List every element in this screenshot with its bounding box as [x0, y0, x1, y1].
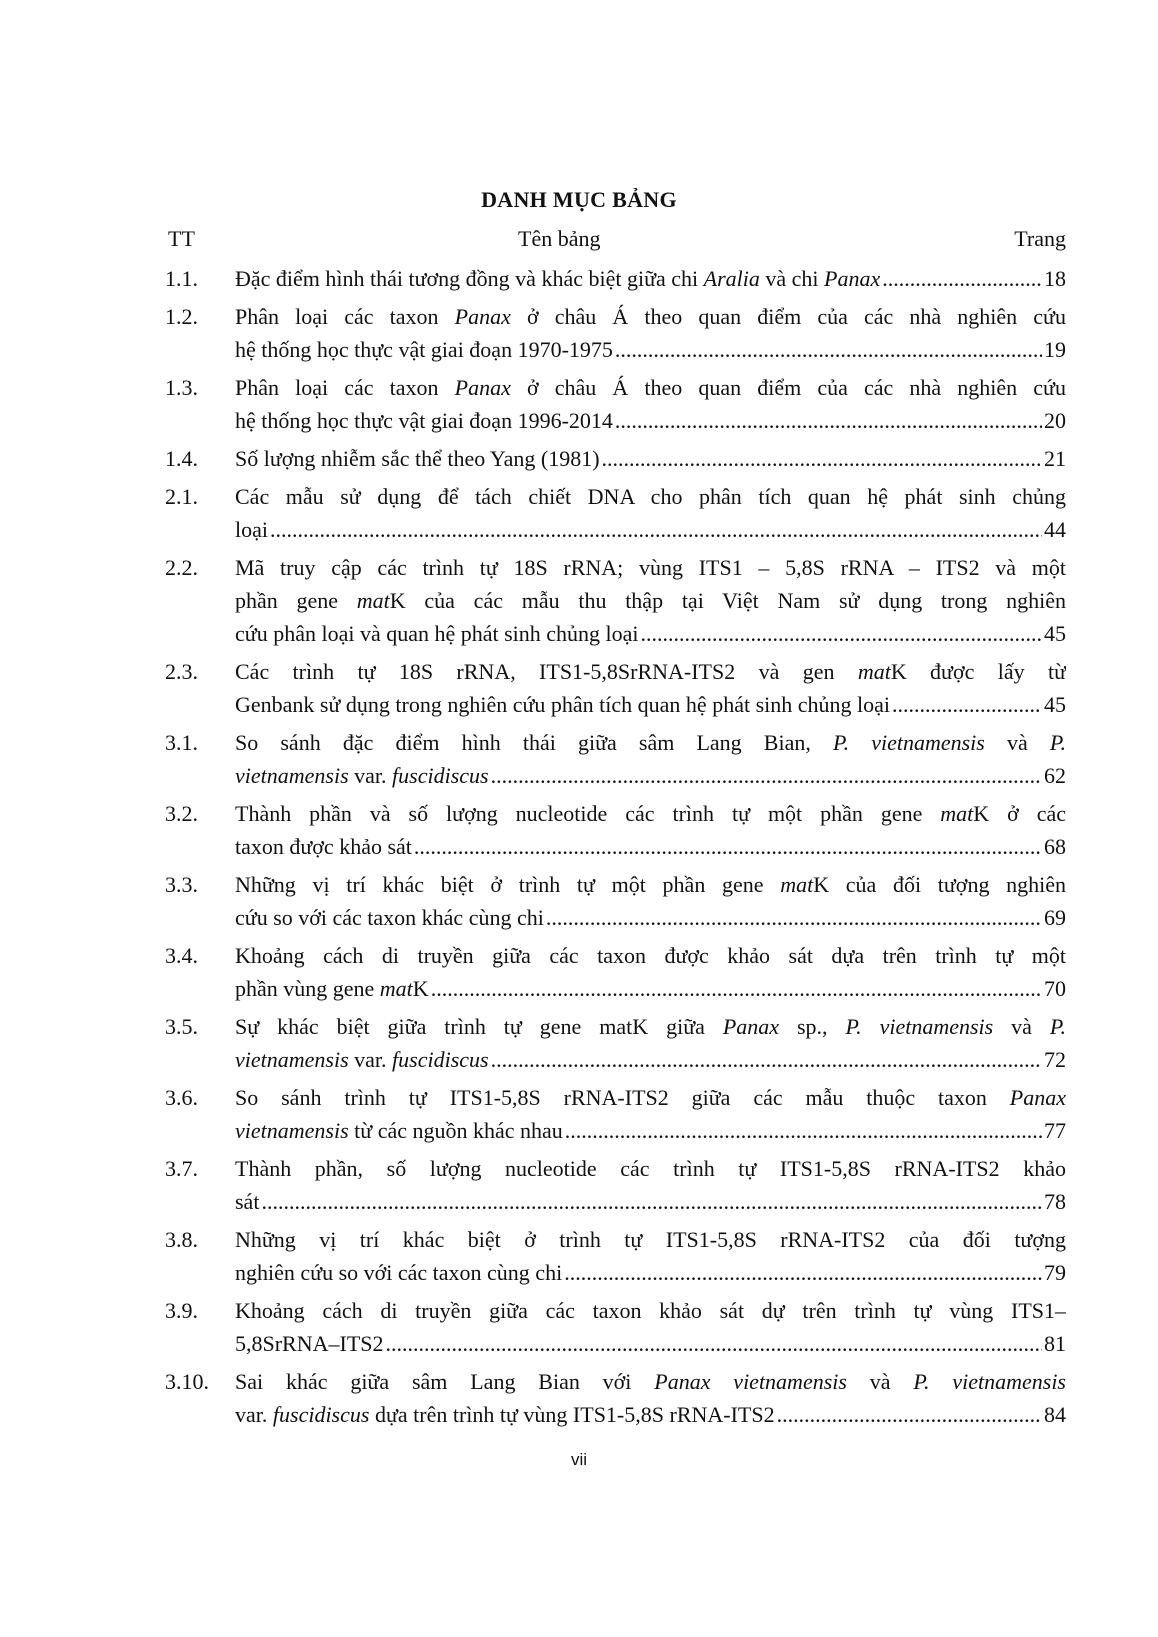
entry-italic-text: Panax [824, 266, 881, 291]
entry-text: var. [235, 1402, 273, 1427]
entry-number: 3.6. [165, 1085, 198, 1110]
entry-line [235, 1152, 1066, 1185]
entry-page-number: 77 [1044, 1118, 1066, 1143]
entry-italic-text: mat [379, 976, 413, 1001]
list-item [0, 1152, 1158, 1218]
dot-leader [615, 333, 1042, 366]
list-item [0, 1365, 1158, 1431]
list-item [0, 726, 1158, 792]
list-item [0, 1081, 1158, 1147]
entry-text: Thành phần, số lượng nucleotide các trình tự ITS1-5,8S rRNA-ITS2 khảo [235, 1156, 1066, 1181]
entry-page-number: 72 [1044, 1047, 1066, 1072]
entry-text: Thành phần và số lượng nucleotide các trình tự một phần gene [235, 801, 941, 826]
entry-line [235, 1256, 1066, 1289]
entry-line [235, 939, 1066, 972]
dot-leader [261, 1185, 1042, 1218]
entry-text: K ở các [973, 801, 1066, 826]
entry-text: So sánh đặc điểm hình thái giữa sâm Lang Bian, [235, 730, 833, 755]
entry-line [235, 972, 1066, 1005]
entry-text: K của các mẫu thu thập tại Việt Nam sử dụng trong nghiên [389, 588, 1066, 613]
list-item [0, 939, 1158, 1005]
entry-text: và [846, 1369, 914, 1394]
dot-leader [564, 1256, 1042, 1289]
entry-italic-text: fuscidiscus [392, 1047, 489, 1072]
entry-text: ở châu Á theo quan điểm của các nhà nghiên cứu [510, 304, 1066, 329]
entry-title [235, 688, 890, 721]
entry-italic-text: Panax vietnamensis [654, 1369, 847, 1394]
entry-italic-text: Panax [722, 1014, 780, 1039]
entry-page-number: 19 [1044, 337, 1066, 362]
entry-text: nghiên cứu so với các taxon cùng chi [235, 1260, 563, 1285]
entry-line [235, 551, 1066, 584]
entry-text: Đặc điểm hình thái tương đồng và khác biệt giữa chi [235, 266, 704, 291]
dot-leader [602, 442, 1042, 475]
entry-page-number: 81 [1044, 1331, 1066, 1356]
entry-line [235, 797, 1066, 830]
entry-text: ở châu Á theo quan điểm của các nhà nghiên cứu [510, 375, 1066, 400]
entry-text: Phân loại các taxon [235, 375, 455, 400]
entry-text: K của đối tượng nghiên [813, 872, 1066, 897]
entry-italic-text: Panax [454, 304, 511, 329]
entry-text: sát [235, 1189, 260, 1214]
entry-number: 3.2. [165, 801, 198, 826]
entry-text: 5,8SrRNA–ITS2 [235, 1331, 384, 1356]
entry-page-number: 70 [1044, 976, 1066, 1001]
entry-line [235, 868, 1066, 901]
list-item [0, 480, 1158, 546]
entry-number: 3.7. [165, 1156, 198, 1181]
entry-text: và [993, 1014, 1050, 1039]
entry-italic-text: mat [780, 872, 814, 897]
entry-text: K [412, 976, 429, 1001]
dot-leader [386, 1327, 1042, 1360]
entry-line [235, 1114, 1066, 1147]
entry-italic-text: P. vietnamensis [913, 1369, 1066, 1394]
entry-italic-text: P. vietnamensis [832, 730, 985, 755]
entry-text: và chi [759, 266, 825, 291]
entry-number: 3.1. [165, 730, 198, 755]
entry-line [235, 1185, 1066, 1218]
entry-page-number: 62 [1044, 763, 1066, 788]
entry-title [235, 404, 613, 437]
entry-text: cứu so với các taxon khác cùng chi [235, 905, 544, 930]
entry-line [235, 584, 1066, 617]
entry-text: var. [348, 763, 393, 788]
dot-leader [892, 688, 1042, 721]
entry-italic-text: mat [857, 659, 891, 684]
column-header-tt: TT [168, 226, 195, 251]
entry-number: 1.3. [165, 375, 198, 400]
list-item [0, 868, 1158, 934]
entry-line [235, 404, 1066, 437]
entry-text: So sánh trình tự ITS1-5,8S rRNA-ITS2 giữa các mẫu thuộc taxon [235, 1085, 1010, 1110]
entry-text: phần vùng gene [235, 976, 380, 1001]
dot-leader [546, 901, 1042, 934]
list-item [0, 655, 1158, 721]
dot-leader [491, 759, 1042, 792]
entry-title [235, 513, 268, 546]
list-item [0, 551, 1158, 650]
page-number: vii [570, 1450, 588, 1469]
entry-text: loại [235, 517, 268, 542]
entry-line [235, 1223, 1066, 1256]
entry-line [235, 1043, 1066, 1076]
list-item [0, 371, 1158, 437]
entry-number: 3.3. [165, 872, 198, 897]
dot-leader [414, 830, 1042, 863]
entry-page-number: 45 [1044, 621, 1066, 646]
entry-line [235, 830, 1066, 863]
entry-page-number: 69 [1044, 905, 1066, 930]
entry-title [235, 759, 489, 792]
dot-leader [491, 1043, 1042, 1076]
entry-text: Mã truy cập các trình tự 18S rRNA; vùng ITS1 – 5,8S rRNA – ITS2 và một [235, 555, 1066, 580]
dot-leader [641, 617, 1042, 650]
entry-title [235, 830, 412, 863]
table-list [0, 262, 1158, 1431]
entry-number: 2.2. [165, 555, 198, 580]
entry-text: Sự khác biệt giữa trình tự gene matK giữa [235, 1014, 723, 1039]
entry-text: Những vị trí khác biệt ở trình tự một phần gene [235, 872, 781, 897]
entry-number: 3.4. [165, 943, 198, 968]
entry-line [235, 655, 1066, 688]
entry-line [235, 442, 1066, 475]
entry-page-number: 18 [1044, 266, 1066, 291]
entry-text: Sai khác giữa sâm Lang Bian với [235, 1369, 655, 1394]
entry-text: Các mẫu sử dụng để tách chiết DNA cho phân tích quan hệ phát sinh chủng [235, 484, 1066, 509]
list-item [0, 1223, 1158, 1289]
entry-line [235, 1365, 1066, 1398]
entry-page-number: 20 [1044, 408, 1066, 433]
entry-text: sp., [779, 1014, 846, 1039]
entry-italic-text: vietnamensis [235, 763, 349, 788]
entry-line [235, 480, 1066, 513]
entry-italic-text: Panax [1009, 1085, 1066, 1110]
entry-italic-text: P. [1049, 730, 1066, 755]
entry-number: 3.9. [165, 1298, 198, 1323]
entry-italic-text: vietnamensis [235, 1118, 349, 1143]
entry-number: 2.1. [165, 484, 198, 509]
dot-leader [565, 1114, 1042, 1147]
column-header-name: Tên bảng [518, 226, 601, 251]
entry-title [235, 1043, 489, 1076]
entry-page-number: 78 [1044, 1189, 1066, 1214]
entry-line [235, 262, 1066, 295]
entry-page-number: 68 [1044, 834, 1066, 859]
dot-leader [270, 513, 1042, 546]
entry-italic-text: vietnamensis [235, 1047, 349, 1072]
entry-text: K được lấy từ [890, 659, 1066, 684]
entry-title [235, 1114, 563, 1147]
entry-text: hệ thống học thực vật giai đoạn 1970-1975 [235, 337, 613, 362]
entry-title [235, 617, 639, 650]
entry-text: dựa trên trình tự vùng ITS1-5,8S rRNA-ITS2 [369, 1402, 775, 1427]
entry-line [235, 300, 1066, 333]
entry-text: Phân loại các taxon [235, 304, 455, 329]
entry-line [235, 1398, 1066, 1431]
entry-page-number: 44 [1044, 517, 1066, 542]
entry-italic-text: fuscidiscus [392, 763, 489, 788]
entry-italic-text: mat [356, 588, 390, 613]
entry-number: 3.5. [165, 1014, 198, 1039]
entry-page-number: 79 [1044, 1260, 1066, 1285]
entry-line [235, 1010, 1066, 1043]
entry-number: 1.4. [165, 446, 198, 471]
entry-number: 3.8. [165, 1227, 198, 1252]
entry-text: Các trình tự 18S rRNA, ITS1-5,8SrRNA-ITS2 và gen [235, 659, 858, 684]
entry-italic-text: Aralia [703, 266, 760, 291]
entry-text: từ các nguồn khác nhau [348, 1118, 563, 1143]
entry-line [235, 1081, 1066, 1114]
entry-italic-text: mat [940, 801, 974, 826]
entry-text: taxon được khảo sát [235, 834, 412, 859]
entry-page-number: 45 [1044, 692, 1066, 717]
entry-title [235, 262, 880, 295]
dot-leader [777, 1398, 1042, 1431]
entry-text: Genbank sử dụng trong nghiên cứu phân tích quan hệ phát sinh chủng loại [235, 692, 890, 717]
entry-title [235, 1256, 562, 1289]
entry-text: cứu phân loại và quan hệ phát sinh chủng loại [235, 621, 639, 646]
entry-line [235, 333, 1066, 366]
entry-italic-text: fuscidiscus [272, 1402, 370, 1427]
dot-leader [431, 972, 1042, 1005]
list-item [0, 442, 1158, 475]
entry-line [235, 617, 1066, 650]
entry-line [235, 1294, 1066, 1327]
entry-number: 3.10. [165, 1369, 209, 1394]
list-item [0, 1010, 1158, 1076]
dot-leader [882, 262, 1042, 295]
entry-italic-text: P. [1049, 1014, 1066, 1039]
entry-line [235, 513, 1066, 546]
entry-italic-text: P. vietnamensis [845, 1014, 994, 1039]
list-item [0, 262, 1158, 295]
entry-line [235, 371, 1066, 404]
page-title: DANH MỤC BẢNG [481, 187, 677, 212]
entry-page-number: 21 [1044, 446, 1066, 471]
entry-line [235, 901, 1066, 934]
entry-text: hệ thống học thực vật giai đoạn 1996-2014 [235, 408, 613, 433]
entry-text: var. [348, 1047, 393, 1072]
column-header-page: Trang [1014, 226, 1066, 251]
entry-line [235, 688, 1066, 721]
entry-title [235, 901, 544, 934]
entry-text: và [984, 730, 1050, 755]
entry-line [235, 726, 1066, 759]
entry-text: phần gene [235, 588, 357, 613]
entry-title [235, 1398, 775, 1431]
entry-italic-text: Panax [454, 375, 511, 400]
entry-text: Khoảng cách di truyền giữa các taxon được khảo sát dựa trên trình tự một [235, 943, 1066, 968]
entry-line [235, 759, 1066, 792]
entry-title [235, 972, 429, 1005]
list-item [0, 797, 1158, 863]
entry-title [235, 333, 613, 366]
entry-title [235, 1327, 384, 1360]
entry-number: 1.2. [165, 304, 198, 329]
entry-page-number: 84 [1044, 1402, 1066, 1427]
entry-number: 2.3. [165, 659, 198, 684]
list-item [0, 300, 1158, 366]
entry-text: Khoảng cách di truyền giữa các taxon khảo sát dự trên trình tự vùng ITS1– [235, 1298, 1066, 1323]
entry-number: 1.1. [165, 266, 198, 291]
dot-leader [615, 404, 1042, 437]
entry-text: Những vị trí khác biệt ở trình tự ITS1-5,8S rRNA-ITS2 của đối tượng [235, 1227, 1066, 1252]
entry-title [235, 442, 600, 475]
list-item [0, 1294, 1158, 1360]
entry-title [235, 1185, 259, 1218]
entry-text: Số lượng nhiễm sắc thể theo Yang (1981) [235, 446, 600, 471]
entry-line [235, 1327, 1066, 1360]
